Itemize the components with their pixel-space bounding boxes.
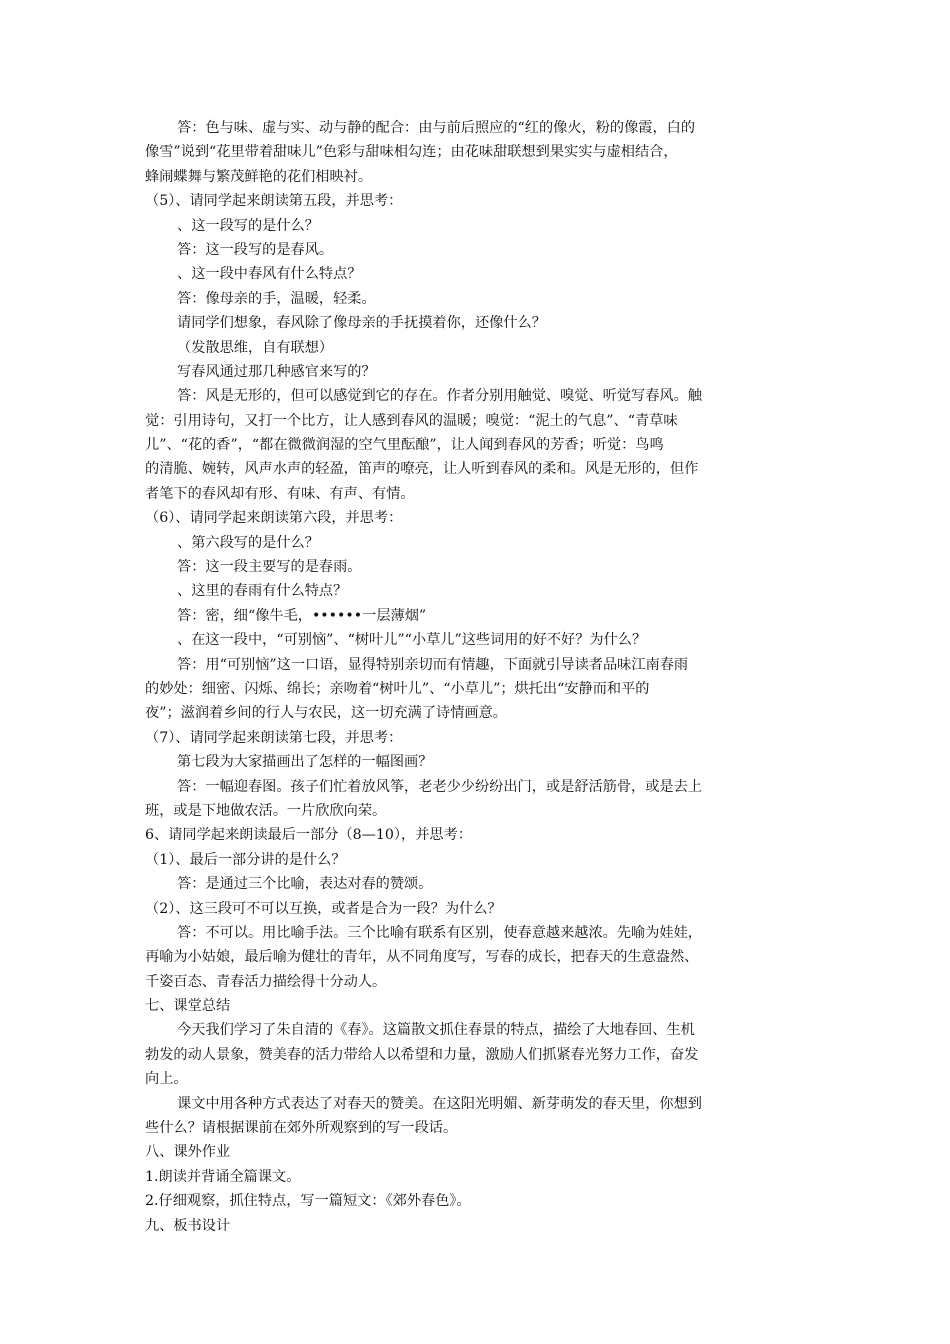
text-line: 、这一段中春风有什么特点？ [177, 266, 362, 283]
text-line: 答：是通过三个比喻，表达对春的赞颂。 [177, 876, 433, 893]
text-line: 勃发的动人景象，赞美春的活力带给人以希望和力量，激励人们抓紧春光努力工作，奋发 [145, 1046, 699, 1063]
text-line: 、这里的春雨有什么特点？ [177, 583, 348, 600]
text-line: 七、课堂总结 [145, 998, 231, 1015]
text-line: 的清脆、婉转，风声水声的轻盈，笛声的嘹亮，让人听到春风的柔和。风是无形的，但作 [145, 461, 699, 478]
text-line: 答：这一段写的是春风。 [177, 241, 334, 258]
text-line: 6、请同学起来朗读最后一部分（8—10），并思考： [145, 827, 472, 844]
text-line: 答：用“可别恼”这一口语，显得特别亲切而有情趣，下面就引导读者品味江南春雨 [177, 656, 689, 673]
text-line: 夜”；滋润着乡间的行人与农民，这一切充满了诗情画意。 [145, 705, 507, 722]
text-line: 八、课外作业 [145, 1144, 231, 1161]
text-line: 千姿百态、青春活力描绘得十分动人。 [145, 973, 387, 990]
text-line: 蜂闹蝶舞与繁茂鲜艳的花们相映衬。 [145, 168, 373, 185]
text-line: （2）、这三段可不可以互换，或者是合为一段？为什么？ [145, 900, 502, 917]
text-line: 答：一幅迎春图。孩子们忙着放风筝，老老少少纷纷出门，或是舒活筋骨，或是去上 [177, 778, 702, 795]
text-line: 、第六段写的是什么？ [177, 534, 319, 551]
text-line: 答：这一段主要写的是春雨。 [177, 559, 362, 576]
text-line: 1.朗读并背诵全篇课文。 [145, 1168, 301, 1185]
text-line: （6）、请同学起来朗读第六段，并思考： [145, 510, 403, 527]
text-line: 再喻为小姑娘，最后喻为健壮的青年，从不同角度写，写春的成长，把春天的生意盎然、 [145, 949, 699, 966]
text-line: 答：风是无形的，但可以感觉到它的存在。作者分别用触觉、嗅觉、听觉写春风。触 [177, 388, 702, 405]
text-line: 2.仔细观察，抓住特点，写一篇短文：《郊外春色》。 [145, 1193, 471, 1210]
text-line: 第七段为大家描画出了怎样的一幅图画？ [177, 754, 433, 771]
document-body [145, 116, 810, 1238]
text-line: 觉：引用诗句，又打一个比方，让人感到春风的温暖；嗅觉：“泥土的气息”、“青草味 [145, 412, 678, 429]
text-line: 班，或是下地做农活。一片欣欣向荣。 [145, 802, 387, 819]
text-line: 些什么？请根据课前在郊外所观察到的写一段话。 [145, 1120, 458, 1137]
text-line: 答：色与味、虚与实、动与静的配合：由与前后照应的“红的像火，粉的像霞，白的 [177, 120, 696, 136]
text-line: （5）、请同学起来朗读第五段，并思考： [145, 193, 403, 210]
text-line: 请同学们想象，春风除了像母亲的手抚摸着你，还像什么？ [177, 315, 546, 332]
text-line: 答：像母亲的手，温暖，轻柔。 [177, 290, 376, 307]
text-line: 九、板书设计 [145, 1217, 231, 1234]
text-line: （1）、最后一部分讲的是什么？ [145, 851, 346, 868]
text-line: 儿”、“花的香”，“都在微微润湿的空气里酝酿”，让人闻到春风的芳香；听觉：鸟鸣 [145, 437, 664, 454]
text-line: 答：不可以。用比喻手法。三个比喻有联系有区别，使春意越来越浓。先喻为娃娃， [177, 924, 702, 941]
text-line: 写春风通过那几种感官来写的？ [177, 363, 376, 380]
text-line: 课文中用各种方式表达了对春天的赞美。在这阳光明媚、新芽萌发的春天里，你想到 [177, 1095, 702, 1112]
text-line: 、这一段写的是什么？ [177, 217, 319, 234]
text-line: 者笔下的春风却有形、有味、有声、有情。 [145, 485, 415, 502]
text-line: 今天我们学习了朱自清的《春》。这篇散文抓住春景的特点，描绘了大地春回、生机 [177, 1022, 695, 1039]
text-line: 、在这一段中，“可别恼”、“树叶儿”“小草儿”这些词用的好不好？为什么？ [177, 632, 647, 649]
text-line: 答：密，细“像牛毛，••••••一层薄烟” [177, 607, 427, 624]
text-line: （7）、请同学起来朗读第七段，并思考： [145, 729, 403, 746]
text-line: 的妙处：细密、闪烁、绵长；亲吻着“树叶儿”、“小草儿”；烘托出“安静而和平的 [145, 680, 650, 697]
text-line: 向上。 [145, 1071, 188, 1088]
text-line: 像雪”说到“花里带着甜味儿”色彩与甜味相勾连；由花味甜联想到果实实与虚相结合， [145, 144, 678, 161]
text-line: （发散思维，自有联想） [177, 339, 334, 356]
